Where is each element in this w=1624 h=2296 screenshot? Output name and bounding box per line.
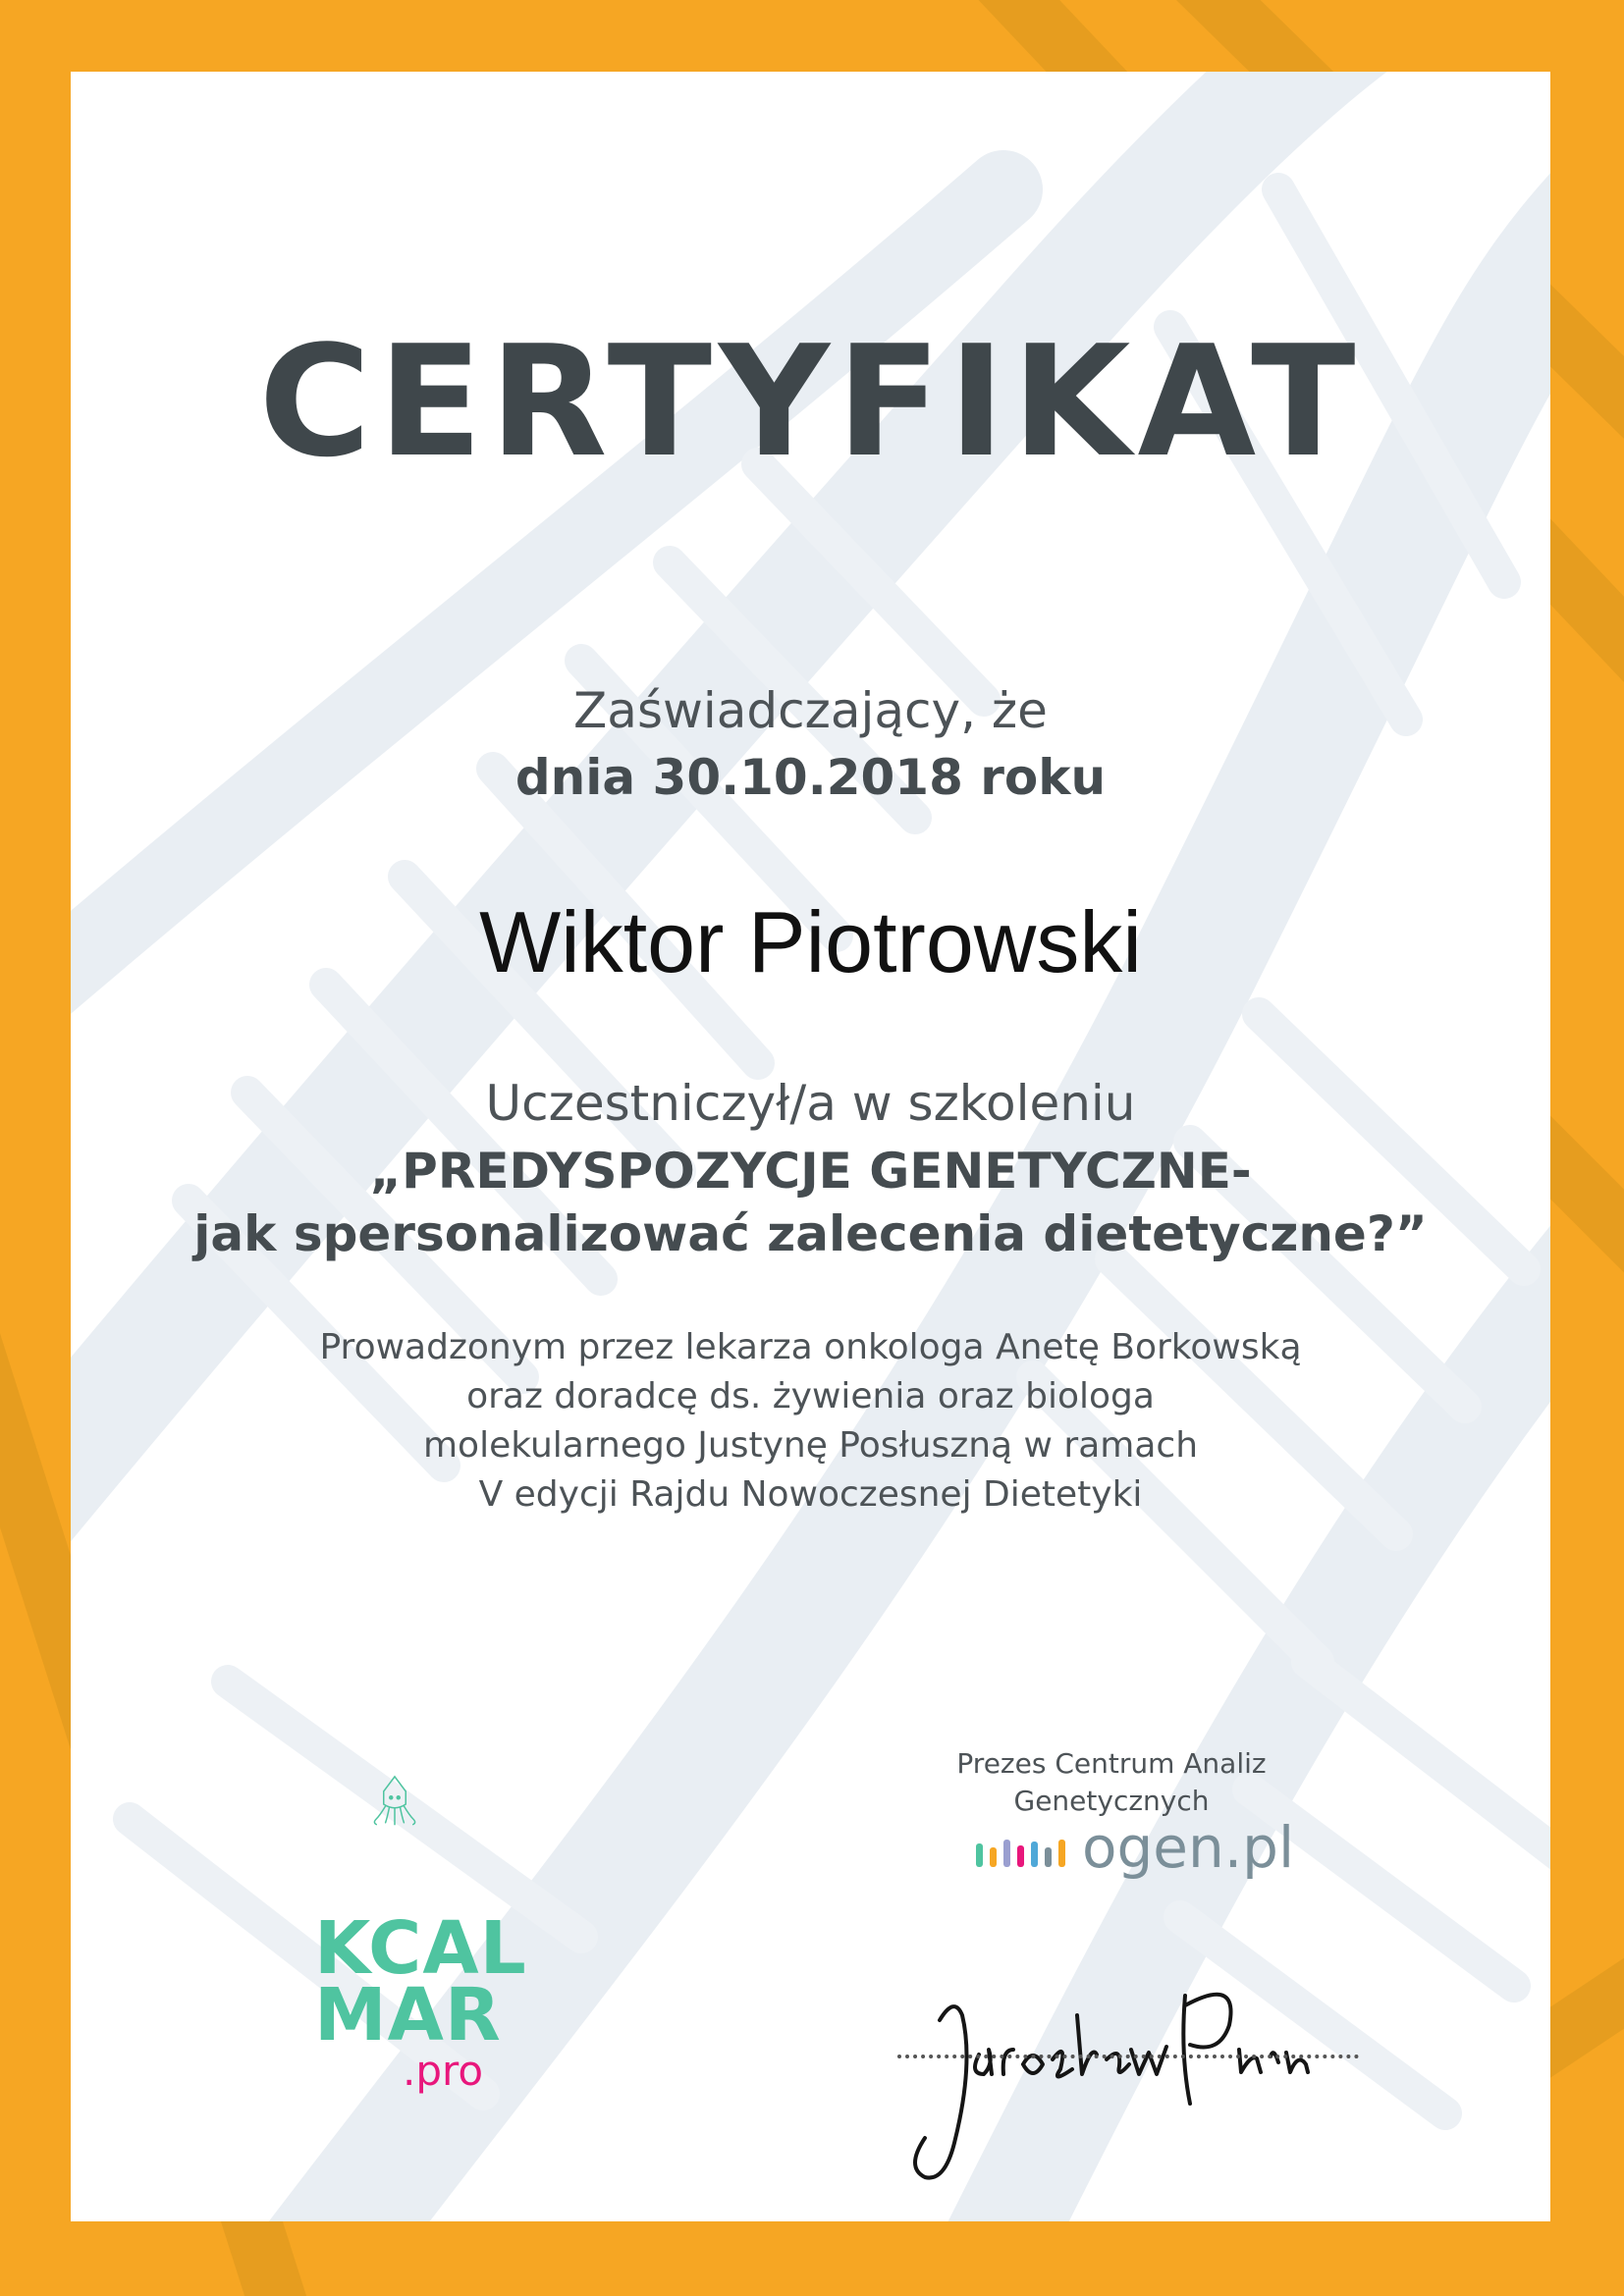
kcalmar-logo-line1: KCAL bbox=[314, 1906, 527, 1991]
participation-text: Uczestniczył/a w szkoleniu bbox=[485, 1075, 1136, 1132]
signature-line bbox=[897, 2055, 1359, 2058]
kcalmar-squid-logo-icon bbox=[346, 1775, 473, 1922]
signatory-role-line-1: Prezes Centrum Analiz bbox=[956, 1747, 1267, 1780]
signature bbox=[886, 1937, 1396, 2221]
kcalmar-logo-line2: MAR bbox=[314, 1973, 502, 2057]
ogen-logo bbox=[974, 1814, 1347, 1893]
description-line: molekularnego Justynę Posłuszną w ramach bbox=[422, 1425, 1199, 1466]
intro-text: Zaświadczający, że bbox=[573, 682, 1048, 739]
course-title-line-2: jak spersonalizować zalecenia dietetyczne?” bbox=[193, 1205, 1428, 1262]
kcalmar-logo-line3: .pro bbox=[403, 2047, 484, 2095]
course-title bbox=[71, 1140, 1550, 1265]
signatory-role bbox=[856, 1745, 1367, 1820]
description-line: Prowadzonym przez lekarza onkologa Anetę Borkowską bbox=[319, 1327, 1302, 1367]
recipient-name: Wiktor Piotrowski bbox=[479, 893, 1142, 990]
description-line: oraz doradcę ds. żywienia oraz biologa bbox=[466, 1376, 1155, 1416]
course-description bbox=[71, 1323, 1550, 1520]
ogen-bars-icon bbox=[974, 1814, 1082, 1893]
certificate-sheet bbox=[71, 72, 1550, 2221]
course-title-line-1: „PREDYSPOZYCJE GENETYCZNE- bbox=[369, 1143, 1252, 1200]
certificate-title: CERTYFIKAT bbox=[258, 312, 1363, 491]
ogen-logo-text: ogen.pl bbox=[1082, 1814, 1295, 1881]
signatory-role-line-2: Genetycznych bbox=[1013, 1785, 1210, 1817]
date-line: dnia 30.10.2018 roku bbox=[514, 749, 1107, 806]
description-line: V edycji Rajdu Nowoczesnej Dietetyki bbox=[478, 1474, 1143, 1515]
